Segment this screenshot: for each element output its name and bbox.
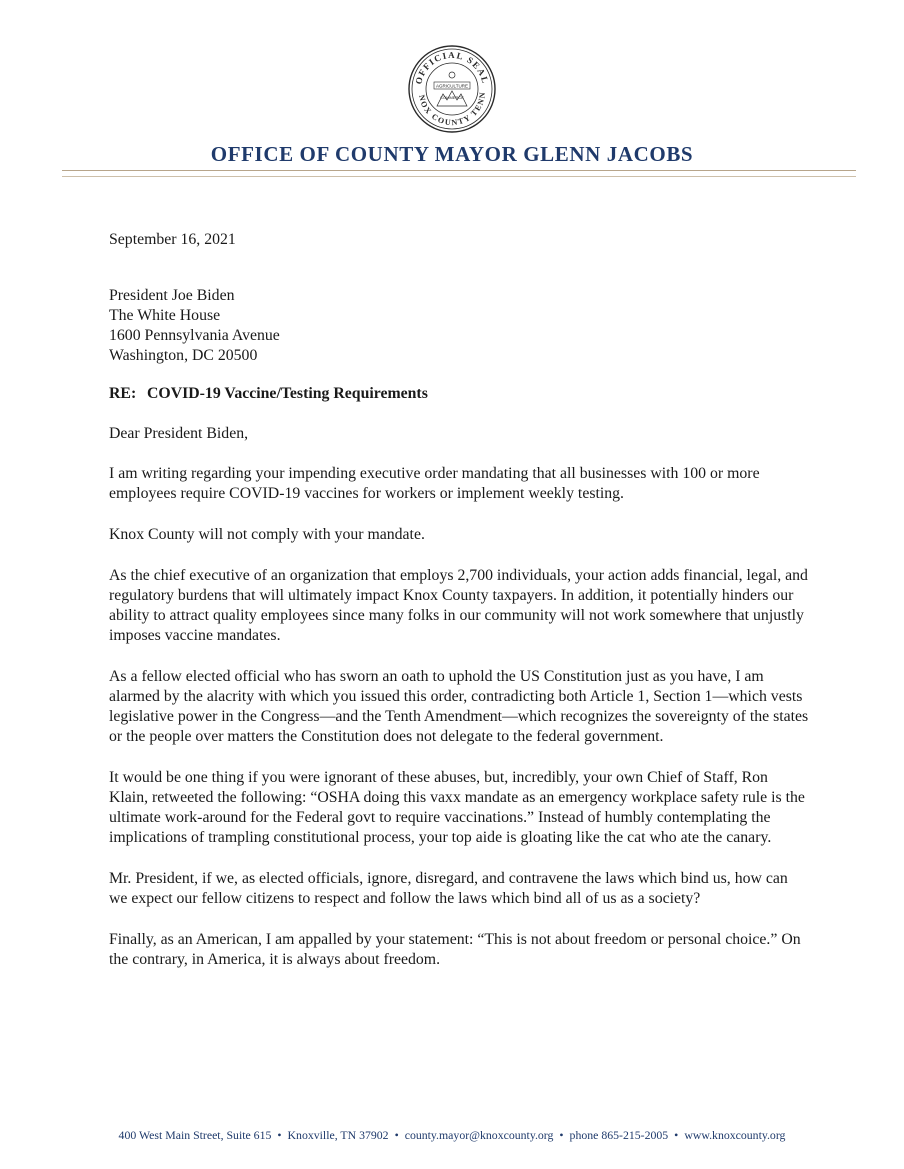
county-seal [407,44,497,134]
paragraph: Finally, as an American, I am appalled by your statement: “This is not about freedom or personal choice.” On the contrary, in America, it is always about freedom. [109,931,801,968]
address-line: Washington, DC 20500 [109,347,258,364]
address-line: The White House [109,307,221,324]
seal-emblem-text: COMMERCE [440,95,464,100]
letter-date: September 16, 2021 [109,231,236,248]
footer-separator: • [277,1128,282,1142]
letterhead-footer [0,1128,904,1143]
footer-separator: • [559,1128,564,1142]
paragraph: Mr. President, if we, as elected officials, ignore, disregard, and contravene the laws which bind us, how can we expect our fellow citizens to respect and follow the laws which bind all of us as a society? [109,870,788,907]
footer-address: 400 West Main Street, Suite 615 [118,1128,272,1142]
footer-city: Knoxville, TN 37902 [287,1128,389,1142]
paragraph: As the chief executive of an organization that employs 2,700 individuals, your action adds financial, legal, and regulatory burdens that will ultimately impact Knox County taxpayers. In addition, it potentially hinders our ability to attract quality employees since many folks in our community will not work somewhere that unjustly imposes vaccine mandates. [109,567,808,644]
address-line: President Joe Biden [109,287,235,304]
header-rule-top [62,170,856,171]
header-rule-bottom [62,176,856,177]
paragraph: I am writing regarding your impending executive order mandating that all businesses with 100 or more employees require COVID-19 vaccines for workers or implement weekly testing. [109,465,760,502]
footer-phone: phone 865-215-2005 [569,1128,669,1142]
address-line: 1600 Pennsylvania Avenue [109,327,280,344]
paragraph: As a fellow elected official who has sworn an oath to uphold the US Constitution just as you have, I am alarmed by the alacrity with which you issued this order, contradicting both Article 1, Section 1—which vests legislative power in the Congress—and the Tenth Amendment—which recognizes the sovereignty of the states or the people over matters the Constitution does not delegate to the federal government. [109,668,809,745]
paragraph: Knox County will not comply with your mandate. [109,526,425,543]
seal-bottom-text: NOX COUNTY TENN [417,90,488,128]
footer-email: county.mayor@knoxcounty.org [404,1128,554,1142]
subject-text: COVID-19 Vaccine/Testing Requirements [147,385,428,402]
footer-separator: • [394,1128,399,1142]
office-title: OFFICE OF COUNTY MAYOR GLENN JACOBS [210,142,694,166]
paragraph: It would be one thing if you were ignorant of these abuses, but, incredibly, your own Chief of Staff, Ron Klain, retweeted the following: “OSHA doing this vaxx mandate as an emergency workplace safety rule is the ultimate work-around for the Federal govt to require vaccinations.” Instead of humbly contemplating the implications of trampling constitutional process, your top aide is gloating like the cat who ate the canary. [109,769,805,846]
recipient-address [109,286,809,366]
footer-website: www.knoxcounty.org [684,1128,786,1142]
seal-banner-text: AGRICULTURE [436,83,468,89]
subject-label: RE: [109,385,137,402]
subject-line [109,384,809,404]
seal-top-text: OFFICIAL SEAL [413,49,491,86]
salutation: Dear President Biden, [109,425,249,442]
footer-separator: • [674,1128,679,1142]
letter-body [109,230,809,991]
